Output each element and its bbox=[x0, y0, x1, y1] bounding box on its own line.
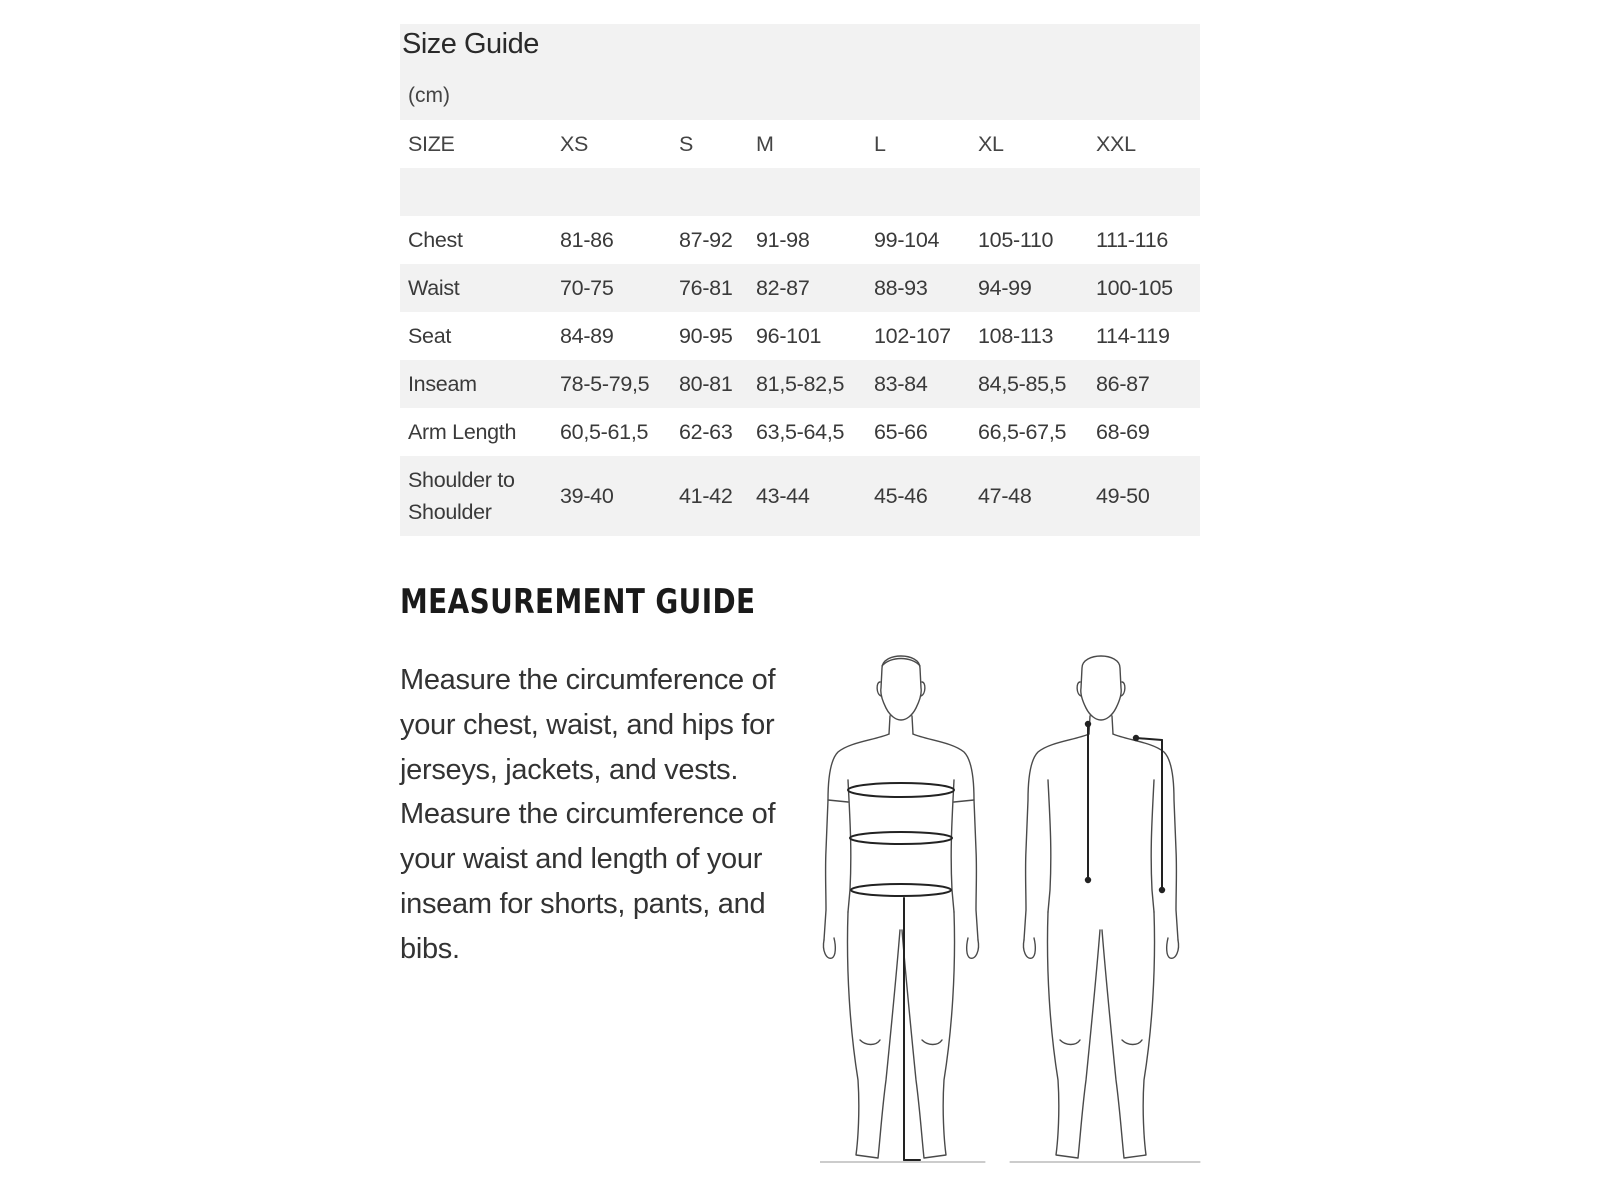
cell-xl: 94-99 bbox=[970, 264, 1088, 312]
cell-m: 81,5-82,5 bbox=[748, 360, 866, 408]
row-label: Shoulder to Shoulder bbox=[400, 456, 552, 536]
cell-xxl: 111-116 bbox=[1088, 216, 1200, 264]
spacer-row bbox=[400, 168, 1200, 216]
table-row-inseam bbox=[400, 360, 1200, 408]
cell-m: 63,5-64,5 bbox=[748, 408, 866, 456]
row-label: Seat bbox=[400, 312, 552, 360]
cell-xxl: 114-119 bbox=[1088, 312, 1200, 360]
cell-xs: 78-5-79,5 bbox=[552, 360, 671, 408]
cell-m: 91-98 bbox=[748, 216, 866, 264]
cell-m: 82-87 bbox=[748, 264, 866, 312]
cell-xs: 39-40 bbox=[552, 456, 671, 536]
row-label: Arm Length bbox=[400, 408, 552, 456]
cell-xxl: 68-69 bbox=[1088, 408, 1200, 456]
header-xl: XL bbox=[970, 120, 1088, 168]
cell-s: 80-81 bbox=[671, 360, 748, 408]
size-guide bbox=[400, 24, 1200, 536]
cell-l: 88-93 bbox=[866, 264, 970, 312]
body-figures-illustration bbox=[820, 650, 1210, 1175]
header-m: M bbox=[748, 120, 866, 168]
cell-s: 76-81 bbox=[671, 264, 748, 312]
header-size: SIZE bbox=[400, 120, 552, 168]
back-figure bbox=[1023, 656, 1178, 1158]
table-row-shoulder bbox=[400, 456, 1200, 536]
cell-l: 45-46 bbox=[866, 456, 970, 536]
cell-l: 83-84 bbox=[866, 360, 970, 408]
header-xxl: XXL bbox=[1088, 120, 1200, 168]
row-label: Waist bbox=[400, 264, 552, 312]
cell-l: 99-104 bbox=[866, 216, 970, 264]
front-figure bbox=[823, 656, 978, 1160]
cell-s: 87-92 bbox=[671, 216, 748, 264]
cell-m: 96-101 bbox=[748, 312, 866, 360]
table-row-waist bbox=[400, 264, 1200, 312]
cell-xs: 60,5-61,5 bbox=[552, 408, 671, 456]
cell-xl: 47-48 bbox=[970, 456, 1088, 536]
cell-m: 43-44 bbox=[748, 456, 866, 536]
cell-s: 62-63 bbox=[671, 408, 748, 456]
cell-xs: 70-75 bbox=[552, 264, 671, 312]
cell-xl: 66,5-67,5 bbox=[970, 408, 1088, 456]
measurement-guide-text: Measure the circumference of your chest, waist, and hips for jerseys, jackets, and vests. Measure the circumference of your waist and length of your inseam for shorts, pants, and bibs. bbox=[400, 664, 776, 965]
cell-s: 41-42 bbox=[671, 456, 748, 536]
table-row-seat bbox=[400, 312, 1200, 360]
header-s: S bbox=[671, 120, 748, 168]
size-guide-unit: (cm) bbox=[400, 72, 1200, 120]
table-row-chest bbox=[400, 216, 1200, 264]
cell-xxl: 86-87 bbox=[1088, 360, 1200, 408]
size-header-row bbox=[400, 120, 1200, 168]
header-xs: XS bbox=[552, 120, 671, 168]
cell-s: 90-95 bbox=[671, 312, 748, 360]
measurement-guide-heading: MEASUREMENT GUIDE bbox=[400, 582, 756, 622]
cell-xxl: 100-105 bbox=[1088, 264, 1200, 312]
cell-xs: 84-89 bbox=[552, 312, 671, 360]
header-l: L bbox=[866, 120, 970, 168]
size-table bbox=[400, 120, 1200, 536]
row-label: Inseam bbox=[400, 360, 552, 408]
size-guide-title: Size Guide bbox=[400, 24, 1200, 72]
cell-l: 65-66 bbox=[866, 408, 970, 456]
row-label: Chest bbox=[400, 216, 552, 264]
cell-l: 102-107 bbox=[866, 312, 970, 360]
cell-xs: 81-86 bbox=[552, 216, 671, 264]
table-row-arm-length bbox=[400, 408, 1200, 456]
cell-xl: 108-113 bbox=[970, 312, 1088, 360]
cell-xl: 84,5-85,5 bbox=[970, 360, 1088, 408]
cell-xl: 105-110 bbox=[970, 216, 1088, 264]
cell-xxl: 49-50 bbox=[1088, 456, 1200, 536]
